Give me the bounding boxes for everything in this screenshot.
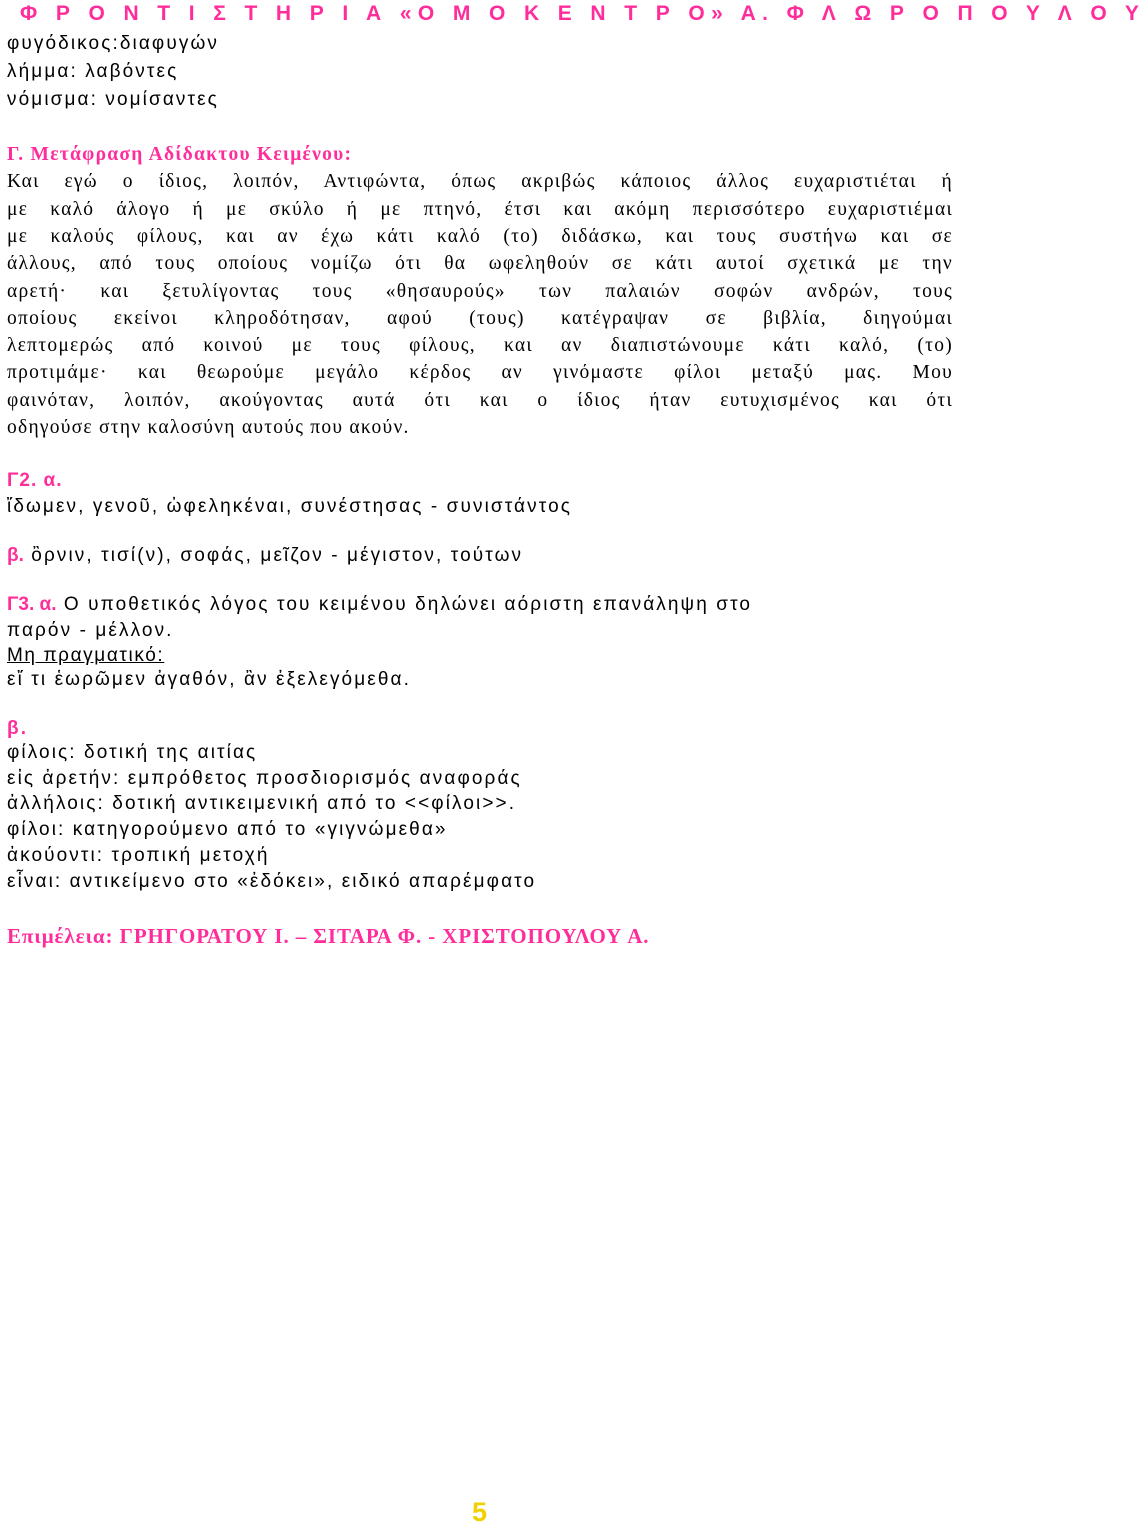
translation-heading: Γ. Μετάφραση Αδίδακτου Κειμένου: [7,144,353,165]
translation-line: αρετή· και ξετυλίγοντας τους «θησαυρούς» των παλαιών σοφών ανδρών, τους [7,281,953,302]
syntax-item: εἶναι: αντικείμενο στο «ἐδόκει», ειδικό απαρέμφατο [7,871,537,892]
not-real-label: Μη πραγματικό: [7,645,165,666]
not-real-example: εἴ τι ἑωρῶμεν ἀγαθόν, ἂν ἐξελεγόμεθα. [7,669,411,690]
translation-line: με καλούς φίλους, και αν έχω κάτι καλό (το) διδάσκω, και τους συστήνω και σε [7,226,953,247]
credits: Επιμέλεια: ΓΡΗΓΟΡΑΤΟΥ Ι. – ΣΙΤΑΡΑ Φ. - ΧΡΙΣΤΟΠΟΥΛΟΥ Α. [7,924,650,948]
g3-a-text-cont: παρόν - μέλλον. [7,620,174,641]
g2-b-answer: ὂρνιν, τισί(ν), σοφάς, μεῖζον - μέγιστον, τούτων [31,545,524,566]
syntax-item: εἰς ἀρετήν: εμπρόθετος προσδιορισμός αναφοράς [7,768,522,789]
g2-b-line [7,545,523,567]
page-header-title: Φ Ρ Ο Ν Τ Ι Σ Τ Η Ρ Ι Α «Ο Μ Ο Κ Ε Ν Τ Ρ Ο» Α. Φ Λ Ω Ρ Ο Π Ο Υ Λ Ο Υ [20,2,1145,25]
g3-label: Γ3. α. [7,594,57,615]
translation-line: με καλό άλογο ή με σκύλο ή με πτηνό, έτσι και ακόμη περισσότερο ευχαριστιέμαι [7,199,953,220]
page-number: 5 [472,1497,488,1527]
g3-a-text: Ο υποθετικός λόγος του κειμένου δηλώνει αόριστη επανάληψη στο [63,594,753,615]
translation-line: άλλους, από τους οποίους νομίζω ότι θα ωφεληθούν σε κάτι αυτοί σχετικά με την [7,253,953,274]
syntax-item: ἀκούοντι: τροπική μετοχή [7,845,270,866]
translation-line: οποίους εκείνοι κληροδότησαν, αφού (τους) κατέγραψαν σε βιβλία, διηγούμαι [7,308,953,329]
vocab-line: νόμισμα: νομίσαντες [7,89,219,110]
g3-b-label: β. [7,718,29,739]
translation-line: Και εγώ ο ίδιος, λοιπόν, Αντιφώντα, όπως ακριβώς κάποιος άλλος ευχαριστιέται ή [7,171,953,192]
translation-line: προτιμάμε· και θεωρούμε μεγάλο κέρδος αν γινόμαστε φίλοι μεταξύ μας. Μου [7,362,953,383]
translation-line: λεπτομερώς από κοινού με τους φίλους, και αν διαπιστώνουμε κάτι καλό, (το) [7,335,953,356]
g2-a-answer: ἴδωμεν, γενοῦ, ὠφεληκέναι, συνέστησας - συνιστάντος [7,496,573,517]
translation-line: φαινόταν, λοιπόν, ακούγοντας αυτά ότι και ο ίδιος ήταν ευτυχισμένος και ότι [7,390,953,411]
g3-a-line [7,594,752,616]
syntax-item: ἀλλήλοις: δοτική αντικειμενική από το <<φίλοι>>. [7,793,517,814]
syntax-item: φίλοις: δοτική της αιτίας [7,742,258,763]
vocab-line: λήμμα: λαβόντες [7,61,179,82]
syntax-item: φίλοι: κατηγορούμενο από το «γιγνώμεθα» [7,819,448,840]
vocab-line: φυγόδικος:διαφυγών [7,33,219,54]
translation-line: οδηγούσε στην καλοσύνη αυτούς που ακούν. [7,417,410,438]
g2-b-label: β. [7,545,24,566]
g2-label: Γ2. α. [7,470,63,491]
